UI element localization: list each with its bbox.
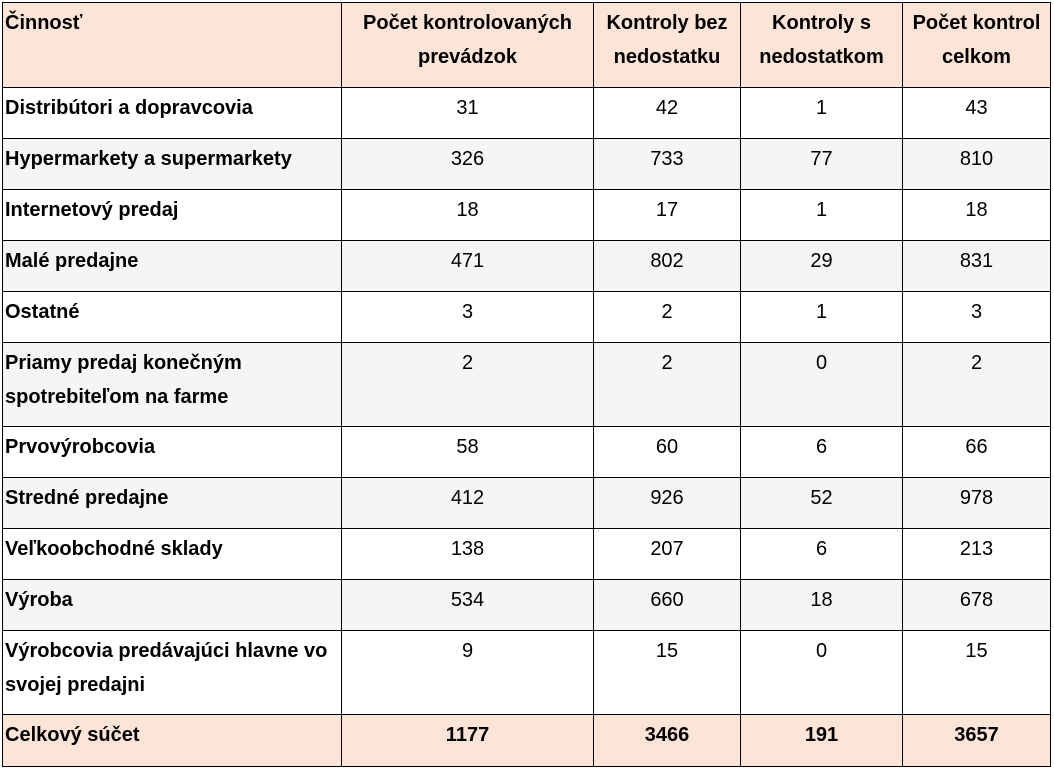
row-without-deficiency: 17 <box>594 190 741 241</box>
row-without-deficiency: 15 <box>594 631 741 715</box>
row-activity: Internetový predaj <box>3 190 342 241</box>
row-total: 2 <box>903 343 1051 427</box>
row-with-deficiency: 1 <box>741 88 903 139</box>
row-establishments: 471 <box>342 241 594 292</box>
header-cell-establishments: Počet kontrolovaných prevádzok <box>342 3 594 88</box>
total-label: Celkový súčet <box>3 715 342 767</box>
header-cell-total-inspections: Počet kontrol celkom <box>903 3 1051 88</box>
row-total: 810 <box>903 139 1051 190</box>
total-without-deficiency: 3466 <box>594 715 741 767</box>
row-without-deficiency: 2 <box>594 292 741 343</box>
row-with-deficiency: 6 <box>741 427 903 478</box>
row-without-deficiency: 60 <box>594 427 741 478</box>
row-without-deficiency: 207 <box>594 529 741 580</box>
row-total: 43 <box>903 88 1051 139</box>
table-row <box>3 529 1051 580</box>
row-with-deficiency: 18 <box>741 580 903 631</box>
row-activity: Veľkoobchodné sklady <box>3 529 342 580</box>
row-total: 15 <box>903 631 1051 715</box>
row-without-deficiency: 926 <box>594 478 741 529</box>
row-activity: Hypermarkety a supermarkety <box>3 139 342 190</box>
header-cell-activity: Činnosť <box>3 3 342 88</box>
row-establishments: 3 <box>342 292 594 343</box>
row-with-deficiency: 1 <box>741 292 903 343</box>
row-total: 978 <box>903 478 1051 529</box>
table-row <box>3 580 1051 631</box>
row-with-deficiency: 1 <box>741 190 903 241</box>
row-establishments: 9 <box>342 631 594 715</box>
row-establishments: 534 <box>342 580 594 631</box>
row-establishments: 18 <box>342 190 594 241</box>
row-total: 678 <box>903 580 1051 631</box>
header-cell-with-deficiency: Kontroly s nedostatkom <box>741 3 903 88</box>
row-without-deficiency: 42 <box>594 88 741 139</box>
row-without-deficiency: 660 <box>594 580 741 631</box>
row-establishments: 412 <box>342 478 594 529</box>
table-row <box>3 292 1051 343</box>
total-inspections: 3657 <box>903 715 1051 767</box>
row-establishments: 31 <box>342 88 594 139</box>
row-with-deficiency: 6 <box>741 529 903 580</box>
row-with-deficiency: 52 <box>741 478 903 529</box>
row-establishments: 2 <box>342 343 594 427</box>
table-row <box>3 88 1051 139</box>
table-row <box>3 478 1051 529</box>
row-establishments: 138 <box>342 529 594 580</box>
row-total: 831 <box>903 241 1051 292</box>
table-row <box>3 427 1051 478</box>
row-activity: Výrobcovia predávajúci hlavne vo svojej predajni <box>3 631 342 715</box>
row-without-deficiency: 733 <box>594 139 741 190</box>
table-row <box>3 241 1051 292</box>
row-establishments: 58 <box>342 427 594 478</box>
header-row <box>3 3 1051 88</box>
total-establishments: 1177 <box>342 715 594 767</box>
row-without-deficiency: 2 <box>594 343 741 427</box>
row-activity: Výroba <box>3 580 342 631</box>
row-with-deficiency: 77 <box>741 139 903 190</box>
row-with-deficiency: 0 <box>741 343 903 427</box>
inspection-table <box>2 2 1051 767</box>
table-row <box>3 139 1051 190</box>
header-cell-without-deficiency: Kontroly bez nedostatku <box>594 3 741 88</box>
row-with-deficiency: 29 <box>741 241 903 292</box>
row-total: 66 <box>903 427 1051 478</box>
total-with-deficiency: 191 <box>741 715 903 767</box>
row-activity: Malé predajne <box>3 241 342 292</box>
row-activity: Distribútori a dopravcovia <box>3 88 342 139</box>
row-total: 3 <box>903 292 1051 343</box>
row-with-deficiency: 0 <box>741 631 903 715</box>
row-activity: Ostatné <box>3 292 342 343</box>
row-total: 213 <box>903 529 1051 580</box>
row-without-deficiency: 802 <box>594 241 741 292</box>
row-establishments: 326 <box>342 139 594 190</box>
total-row <box>3 715 1051 767</box>
row-activity: Priamy predaj konečným spotrebiteľom na farme <box>3 343 342 427</box>
row-total: 18 <box>903 190 1051 241</box>
table-row <box>3 190 1051 241</box>
row-activity: Stredné predajne <box>3 478 342 529</box>
row-activity: Prvovýrobcovia <box>3 427 342 478</box>
table-row <box>3 631 1051 715</box>
table-row <box>3 343 1051 427</box>
